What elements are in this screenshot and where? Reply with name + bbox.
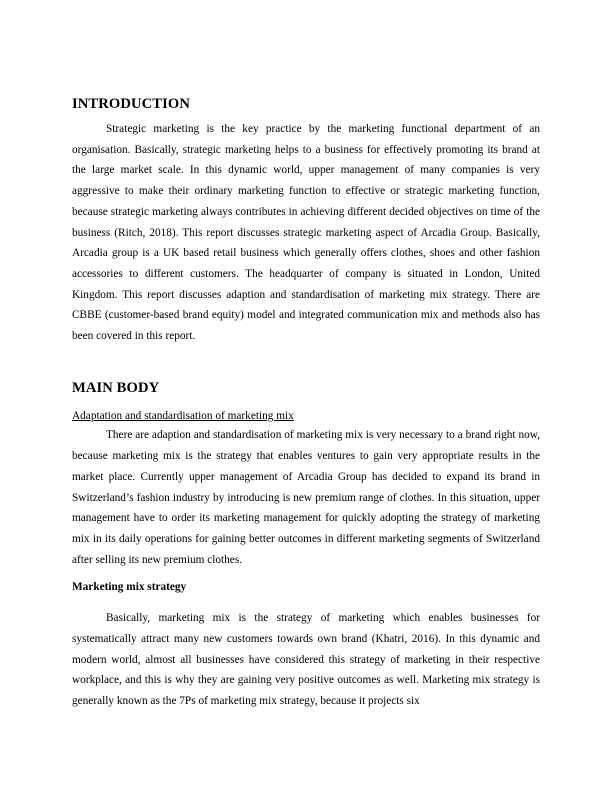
adaptation-subheading: Adaptation and standardisation of marketing mix	[72, 409, 294, 422]
introduction-paragraph: Strategic marketing is the key practice by the marketing functional department of an organisation. Basically, strategic marketing helps to a business for effectively promoting its brand at the large market scale. In this dynamic world, upper management of many companies is very aggressive to make their ordinary marketing function to effective or strategic marketing function, because strategic marketing always contributes in achieving different decided objectives on time of the business (Ritch, 2018). This report discusses strategic marketing aspect of Arcadia Group. Basically, Arcadia group is a UK based retail business which generally offers clothes, shoes and other fashion accessories to different customers. The headquarter of company is situated in London, United Kingdom. This report discusses adaption and standardisation of marketing mix strategy. There are CBBE (customer-based brand equity) model and integrated communication mix and methods also has been covered in this report.	[72, 123, 540, 343]
main-body-heading: MAIN BODY	[72, 379, 160, 396]
marketing-mix-heading: Marketing mix strategy	[72, 581, 187, 594]
document-body	[72, 96, 540, 712]
adaptation-paragraph: There are adaption and standardisation of marketing mix is very necessary to a brand right now, because marketing mix is the strategy that enables ventures to gain very appropriate results in the market place. Currently upper management of Arcadia Group has decided to expand its brand in Switzerland’s fashion industry by introducing is new premium range of clothes. In this situation, upper management have to order its marketing management for quickly adopting the strategy of marketing mix in its daily operations for gaining better outcomes in different marketing segments of Switzerland after selling its new premium clothes.	[72, 429, 540, 566]
introduction-heading: INTRODUCTION	[72, 96, 190, 112]
marketing-mix-paragraph: Basically, marketing mix is the strategy of marketing which enables businesses for systematically attract many new customers towards own brand (Khatri, 2016). In this dynamic and modern world, almost all businesses have considered this strategy of marketing in their respective workplace, and this is why they are gaining very positive outcomes as well. Marketing mix strategy is generally known as the 7Ps of marketing mix strategy, because it projects six	[72, 612, 540, 708]
